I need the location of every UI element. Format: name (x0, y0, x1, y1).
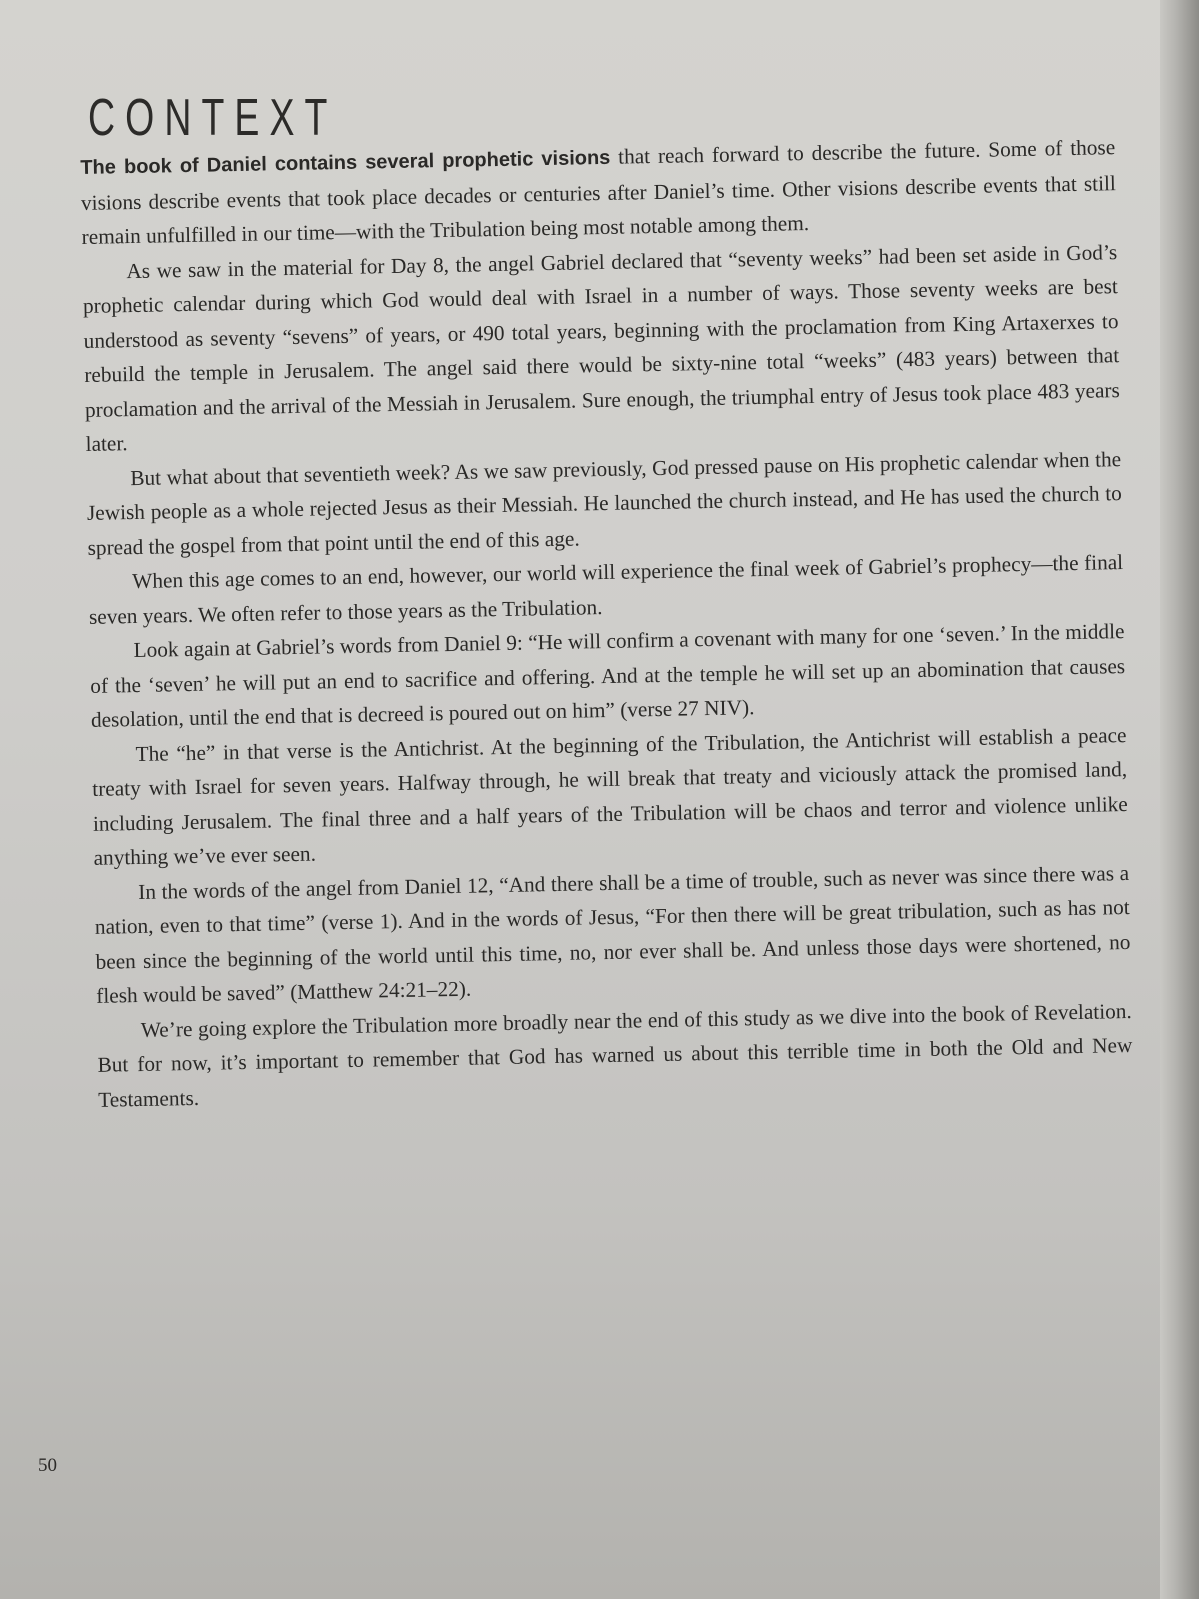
paragraph-1-lead: The book of Daniel contains several prophetic visions (80, 146, 611, 179)
paragraph-1 (80, 130, 1117, 254)
paragraph-7: In the words of the angel from Daniel 12, “And there shall be a time of trouble, such as never was since there was a nation, even to that time” (verse 1). And in the words of Jesus, “For then there will be great tribulation, such as has not been since the beginning of the world until this time, no, nor ever shall be. And unless those days were shortened, no flesh would be saved” (Matthew 24:21–22). (94, 860, 1131, 1008)
section-heading: CONTEXT (88, 89, 338, 147)
facing-page-edge (1160, 0, 1199, 1599)
paragraph-3: But what about that seventieth week? As we saw previously, God pressed pause on His prophetic calendar when the Jewish people as a whole rejected Jesus as their Messiah. He launched the church instead, and He has used the church to spread the gospel from that point until the end of this age. (86, 446, 1123, 560)
body-text (80, 130, 1133, 1117)
paragraph-1-text: that reach forward to describe the future. Some of those visions describe events that took place decades or centuries after Daniel’s time. Other visions describe events that still remain unfulfilled in our time—with the Tribulation being most notable among them. (80, 135, 1117, 249)
page-number: 50 (38, 1455, 57, 1476)
paragraph-6: The “he” in that verse is the Antichrist. At the beginning of the Tribulation, the Antichrist will establish a peace treaty with Israel for seven years. Halfway through, he will break that treaty and viciously attack the promised land, including Jerusalem. The final three and a half years of the Tribulation will be chaos and terror and violence unlike anything we’ve ever seen. (92, 722, 1128, 870)
paragraph-8: We’re going explore the Tribulation more broadly near the end of this study as we dive into the book of Revelation. But for now, it’s important to remember that God has warned us about this terrible time in both the Old and New Testaments. (97, 998, 1133, 1112)
paragraph-5: Look again at Gabriel’s words from Daniel 9: “He will confirm a covenant with many for one ‘seven.’ In the middle of the ‘seven’ he will put an end to sacrifice and offering. And at the temple he will set up an abomination that causes desolation, until the end that is decreed is poured out on him” (verse 27 NIV). (90, 619, 1126, 732)
paragraph-2: As we saw in the material for Day 8, the angel Gabriel declared that “seventy weeks” had been set aside in God’s prophetic calendar during which God would deal with Israel in a number of ways. Those seventy weeks are best understood as seventy “sevens” of years, or 490 total years, beginning with the proclamation from King Artaxerxes to rebuild the temple in Jerusalem. The angel said there would be sixty-nine total “weeks” (483 years) between that proclamation and the arrival of the Messiah in Jerusalem. Sure enough, the triumphal entry of Jesus took place 483 years later. (82, 239, 1121, 456)
paragraph-4: When this age comes to an end, however, our world will experience the final week of Gabriel’s prophecy—the final seven years. We often refer to those years as the Tribulation. (88, 550, 1124, 629)
